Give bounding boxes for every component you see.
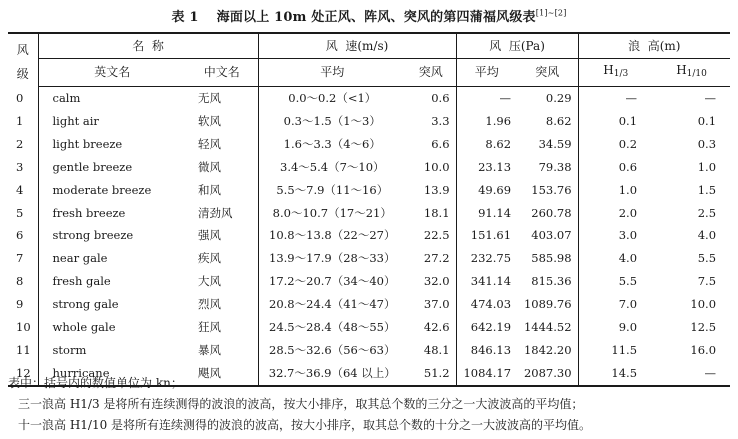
cell-level: 0 [16, 90, 24, 105]
header-speed-gust: 突风 [406, 59, 456, 87]
cell-level: 6 [16, 228, 24, 243]
table-row [8, 293, 730, 316]
cell-pressure-avg: 846.13 [456, 339, 517, 362]
cell-level: 10 [16, 320, 31, 335]
header-pressure-gust: 突风 [517, 59, 578, 87]
cell-h110: 7.5 [697, 274, 717, 289]
cell-h110: 1.0 [697, 159, 717, 174]
table-row [8, 179, 730, 202]
cell-chinese-name: 强风 [198, 228, 221, 243]
cell-pressure-gust: 1842.20 [523, 342, 572, 357]
table-row [8, 133, 730, 156]
header-wave: 浪 高(m) [578, 33, 730, 59]
table-row [8, 247, 730, 270]
cell-pressure-avg: 232.75 [456, 247, 517, 270]
table-header [8, 33, 730, 87]
cell-speed-gust: 32.0 [423, 274, 450, 289]
table-body [8, 87, 730, 386]
cell-chinese-name: 疾风 [198, 251, 221, 266]
cell-h110: 2.5 [697, 205, 717, 220]
cell-h13: 0.6 [578, 156, 653, 179]
cell-pressure-avg: 474.03 [456, 293, 517, 316]
header-level-char-1: 风 [16, 43, 29, 58]
cell-h13: 1.0 [578, 179, 653, 202]
cell-h13: 2.0 [578, 202, 653, 225]
cell-english-name: fresh breeze [38, 202, 186, 225]
cell-speed-avg: 5.5～7.9（11～16） [258, 179, 406, 202]
cell-pressure-avg: 642.19 [456, 316, 517, 339]
cell-speed-avg: 28.5～32.6（56～63） [258, 339, 406, 362]
header-h13 [578, 59, 653, 87]
cell-pressure-gust: 260.78 [531, 205, 572, 220]
cell-h110: 0.3 [697, 136, 717, 151]
cell-english-name: strong breeze [38, 224, 186, 247]
cell-pressure-gust: 815.36 [531, 274, 572, 289]
header-level [8, 33, 38, 87]
table-row [8, 339, 730, 362]
note-h13: 三一浪高 H1/3 是将所有连续测得的波浪的波高，按大小排序，取其总个数的三分之一大波波高的平均值； [18, 397, 584, 411]
cell-level: 8 [16, 274, 24, 289]
cell-speed-avg: 20.8～24.4（41～47） [258, 293, 406, 316]
cell-pressure-gust: 585.98 [531, 251, 572, 266]
cell-english-name: near gale [38, 247, 186, 270]
table-row [8, 87, 730, 110]
cell-pressure-avg: 91.14 [456, 202, 517, 225]
cell-speed-avg: 0.0～0.2（<1） [258, 87, 406, 110]
cell-pressure-gust: 8.62 [545, 113, 572, 128]
cell-pressure-avg: 23.13 [456, 156, 517, 179]
cell-level: 12 [16, 365, 31, 380]
cell-speed-gust: 51.2 [423, 365, 450, 380]
cell-h13: 7.0 [578, 293, 653, 316]
cell-speed-avg: 24.5～28.4（48～55） [258, 316, 406, 339]
cell-h110: 4.0 [697, 228, 717, 243]
cell-level: 1 [16, 113, 24, 128]
reference-marker: [1]~[2] [535, 8, 567, 18]
cell-h110: 0.1 [697, 113, 717, 128]
header-pressure: 风 压(Pa) [456, 33, 578, 59]
header-pressure-avg: 平均 [456, 59, 517, 87]
cell-speed-gust: 13.9 [423, 182, 450, 197]
cell-pressure-gust: 1444.52 [523, 320, 572, 335]
cell-pressure-avg: 49.69 [456, 179, 517, 202]
cell-chinese-name: 烈风 [198, 297, 221, 312]
cell-h110: 12.5 [690, 320, 717, 335]
h13-sub: 1/3 [613, 69, 629, 79]
h110-sub: 1/10 [686, 69, 707, 79]
header-speed-avg: 平均 [258, 59, 406, 87]
cell-h13: 5.5 [578, 270, 653, 293]
cell-level: 2 [16, 136, 24, 151]
header-english-name: 英文名 [38, 59, 186, 87]
cell-pressure-gust: 0.29 [545, 91, 572, 105]
cell-pressure-gust: 79.38 [538, 159, 572, 174]
cell-pressure-gust: 403.07 [531, 228, 572, 243]
cell-speed-avg: 17.2～20.7（34～40） [258, 270, 406, 293]
table-number: 表 1 [171, 10, 199, 25]
cell-speed-gust: 22.5 [423, 228, 450, 243]
cell-level: 5 [16, 205, 24, 220]
note-h110: 十一浪高 H1/10 是将所有连续测得的波浪的波高，按大小排序，取其总个数的十分之一大波波高的平均值。 [18, 418, 592, 432]
cell-speed-gust: 42.6 [423, 320, 450, 335]
cell-h13: 14.5 [578, 362, 653, 386]
cell-chinese-name: 无风 [198, 91, 221, 105]
cell-english-name: fresh gale [38, 270, 186, 293]
cell-speed-avg: 3.4～5.4（7～10） [258, 156, 406, 179]
cell-speed-gust: 27.2 [423, 251, 450, 266]
cell-chinese-name: 大风 [198, 274, 221, 289]
cell-english-name: light breeze [38, 133, 186, 156]
cell-h13: 11.5 [578, 339, 653, 362]
cell-speed-avg: 13.9～17.9（28～33） [258, 247, 406, 270]
cell-pressure-avg: 8.62 [456, 133, 517, 156]
cell-h110: 5.5 [697, 251, 717, 266]
table-row [8, 270, 730, 293]
beaufort-scale-table [8, 32, 730, 387]
cell-speed-avg: 1.6～3.3（4～6） [258, 133, 406, 156]
cell-pressure-gust: 34.59 [538, 136, 572, 151]
table-title: 海面以上 10m 处正风、阵风、突风的第四蒲福风级表 [216, 10, 536, 25]
cell-speed-gust: 3.3 [431, 113, 450, 128]
cell-english-name: hurricane [38, 362, 186, 386]
table-row [8, 202, 730, 225]
cell-speed-avg: 8.0～10.7（17～21） [258, 202, 406, 225]
cell-speed-avg: 0.3～1.5（1～3） [258, 110, 406, 133]
cell-level: 7 [16, 251, 24, 266]
cell-h110: 1.5 [697, 182, 717, 197]
cell-english-name: gentle breeze [38, 156, 186, 179]
cell-chinese-name: 飓风 [198, 365, 221, 380]
table-caption [0, 6, 738, 25]
header-speed: 风 速(m/s) [258, 33, 456, 59]
table-row [8, 110, 730, 133]
h110-main: H [676, 63, 687, 77]
cell-h110: — [704, 91, 717, 105]
cell-pressure-avg: 1.96 [456, 110, 517, 133]
table-row [8, 224, 730, 247]
cell-h13: 9.0 [578, 316, 653, 339]
cell-english-name: strong gale [38, 293, 186, 316]
cell-speed-gust: 37.0 [423, 297, 450, 312]
cell-english-name: storm [38, 339, 186, 362]
cell-english-name: calm [38, 87, 186, 110]
cell-pressure-avg: 1084.17 [456, 362, 517, 386]
cell-speed-avg: 10.8～13.8（22～27） [258, 224, 406, 247]
cell-pressure-avg: 151.61 [456, 224, 517, 247]
cell-english-name: moderate breeze [38, 179, 186, 202]
header-chinese-name: 中文名 [186, 59, 258, 87]
cell-h13: 3.0 [578, 224, 653, 247]
cell-h13: 0.2 [578, 133, 653, 156]
cell-chinese-name: 清劲风 [198, 205, 233, 220]
table-notes [8, 373, 734, 436]
cell-speed-gust: 48.1 [423, 342, 450, 357]
cell-english-name: light air [38, 110, 186, 133]
cell-speed-gust: 6.6 [431, 136, 450, 151]
h13-main: H [603, 63, 614, 77]
cell-english-name: whole gale [38, 316, 186, 339]
cell-h110: — [704, 365, 717, 380]
cell-h13: — [578, 87, 653, 110]
cell-level: 4 [16, 182, 24, 197]
cell-pressure-gust: 153.76 [531, 182, 572, 197]
table-row [8, 156, 730, 179]
cell-h13: 0.1 [578, 110, 653, 133]
cell-chinese-name: 轻风 [198, 136, 221, 151]
cell-chinese-name: 暴风 [198, 342, 221, 357]
cell-chinese-name: 狂风 [198, 320, 221, 335]
cell-pressure-gust: 1089.76 [523, 297, 572, 312]
cell-chinese-name: 和风 [198, 182, 221, 197]
cell-pressure-avg: — [456, 87, 517, 110]
header-level-char-2: 级 [16, 67, 29, 82]
cell-level: 9 [16, 297, 24, 312]
note-unit: 表中：括号内的数值单位为 kn； [8, 376, 183, 390]
cell-pressure-gust: 2087.30 [523, 365, 572, 380]
cell-chinese-name: 微风 [198, 159, 221, 174]
cell-speed-gust: 10.0 [423, 159, 450, 174]
table-row [8, 316, 730, 339]
cell-level: 11 [16, 342, 31, 357]
cell-h13: 4.0 [578, 247, 653, 270]
cell-speed-avg: 32.7～36.9（64 以上） [258, 362, 406, 386]
cell-speed-gust: 0.6 [431, 91, 450, 105]
cell-chinese-name: 软风 [198, 113, 221, 128]
cell-h110: 16.0 [690, 342, 717, 357]
cell-speed-gust: 18.1 [423, 205, 450, 220]
cell-h110: 10.0 [690, 297, 717, 312]
cell-level: 3 [16, 159, 24, 174]
header-h110 [653, 59, 730, 87]
cell-pressure-avg: 341.14 [456, 270, 517, 293]
header-name: 名 称 [38, 33, 258, 59]
